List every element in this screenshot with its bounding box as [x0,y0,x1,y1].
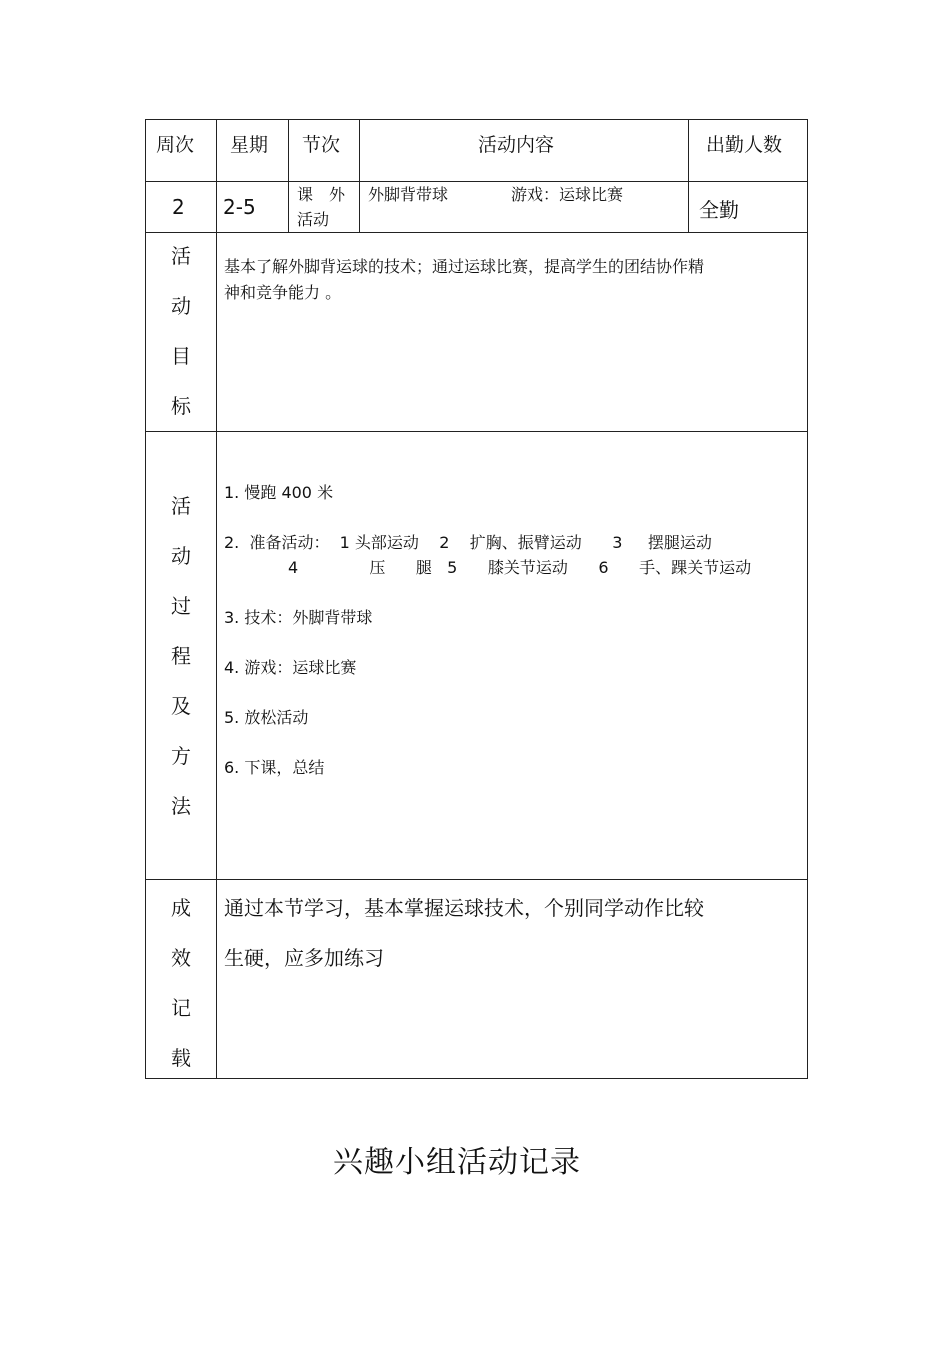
result-label-char: 载 [171,1046,191,1070]
table-divider [145,431,808,432]
process-label-char: 活 [171,494,191,518]
process-label-char: 方 [171,744,191,768]
table-border-top [145,119,808,120]
header-weekday: 星期 [230,134,269,156]
row-content-game: 游戏：运球比赛 [511,185,624,204]
result-label-char: 成 [171,896,191,920]
result-label-char: 记 [171,996,191,1020]
goal-label-char: 目 [171,344,191,368]
table-divider [145,181,808,182]
page-title: 兴趣小组活动记录 [333,1145,581,1180]
row-period-line1: 课 外 [297,185,346,204]
result-text-line1: 通过本节学习，基本掌握运球技术，个别同学动作比较 [224,896,704,920]
row-weekday: 2-5 [223,195,256,219]
table-border-bottom [145,1078,808,1079]
row-period-line2: 活动 [297,210,330,229]
goal-label-char: 动 [171,294,191,318]
table-divider [216,119,217,1079]
goal-text-line1: 基本了解外脚背运球的技术；通过运球比赛，提高学生的团结协作精 [224,257,705,276]
process-item-4: 4. 游戏：运球比赛 [224,658,357,677]
table-divider [288,119,289,233]
process-item-6: 6. 下课，总结 [224,758,325,777]
row-week: 2 [172,195,185,219]
process-label-char: 过 [171,594,191,618]
goal-text-line2: 神和竞争能力 。 [224,283,342,302]
process-label-char: 及 [171,694,191,718]
process-label-char: 程 [171,644,191,668]
header-period: 节次 [302,134,341,156]
header-attendance: 出勤人数 [706,134,783,156]
process-label-char: 法 [171,794,191,818]
header-week: 周次 [156,134,195,156]
process-item-1: 1. 慢跑 400 米 [224,483,334,502]
table-divider [145,879,808,880]
process-item-3: 3. 技术：外脚背带球 [224,608,373,627]
result-label-char: 效 [171,946,191,970]
table-border-right [807,119,808,1079]
goal-label-char: 标 [171,394,191,418]
row-content-skill: 外脚背带球 [368,185,449,204]
row-attendance: 全勤 [699,198,739,222]
goal-label-char: 活 [171,244,191,268]
table-divider [145,232,808,233]
process-item-5: 5. 放松活动 [224,708,309,727]
table-divider [359,119,360,233]
result-text-line2: 生硬，应多加练习 [224,946,384,970]
header-content: 活动内容 [478,134,555,156]
process-label-char: 动 [171,544,191,568]
process-item-2: 2. 准备活动： 1 头部运动 2 扩胸、振臂运动 3 摆腿运动 [224,533,712,552]
process-item-2-continued: 4 压 腿 5 膝关节运动 6 手、踝关节运动 [288,558,752,577]
table-divider [688,119,689,233]
